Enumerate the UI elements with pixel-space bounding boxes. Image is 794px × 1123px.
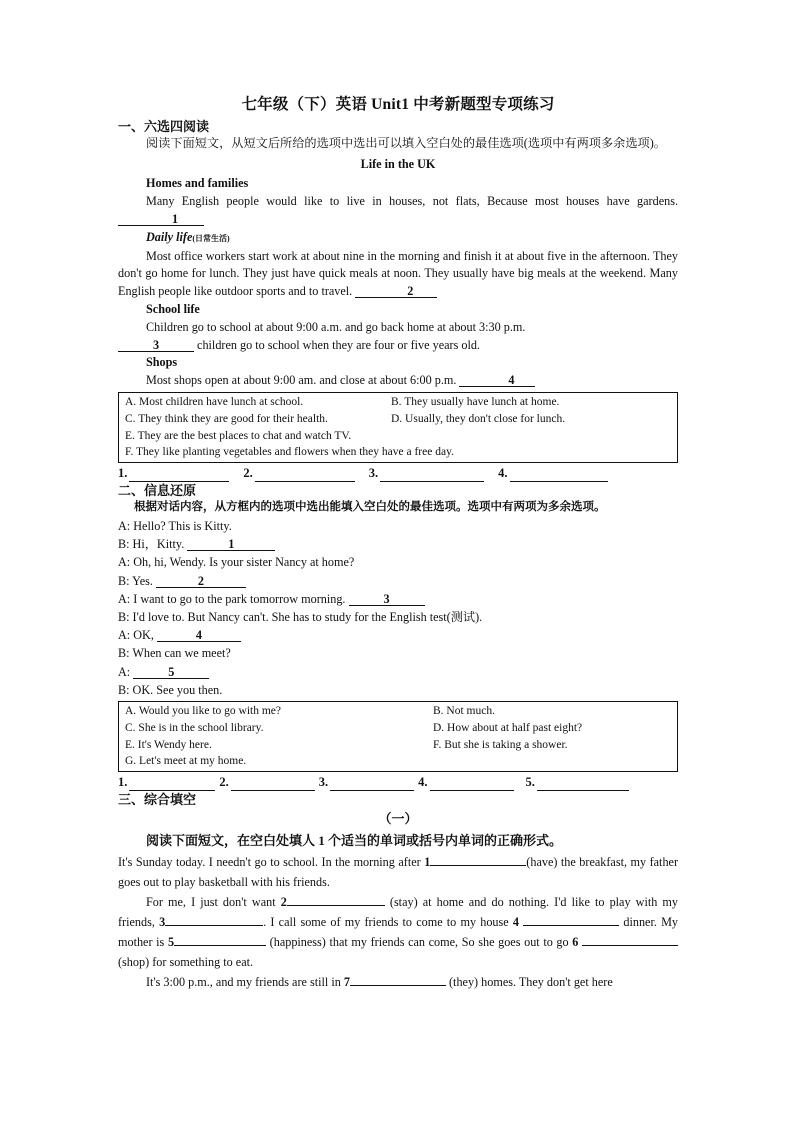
- options-box-1: [118, 392, 678, 463]
- fill-blank-2[interactable]: [287, 893, 385, 906]
- blank-number: 1: [424, 854, 431, 869]
- options-row: [125, 703, 671, 720]
- option-c: C. They think they are good for their health.: [125, 412, 328, 425]
- fill-blank-6[interactable]: [582, 933, 678, 946]
- options-row: [125, 753, 671, 770]
- dialogue-line: [118, 663, 678, 681]
- blank-number: 6: [572, 934, 579, 949]
- answer-label: 1.: [118, 466, 128, 481]
- heading-daily-life-note: (日常生活): [192, 233, 230, 243]
- section2-instruction: 根据对话内容，从方框内的选项中选出能填入空白处的最佳选项。选项中有两项为多余选项。: [134, 501, 606, 514]
- heading-daily-life-text: Daily life: [146, 229, 193, 244]
- dialogue-text: A:: [118, 664, 131, 679]
- option-d: D. Usually, they don't close for lunch.: [391, 412, 566, 425]
- option-f: F. But she is taking a shower.: [433, 738, 568, 751]
- dialogue-text: A: I want to go to the park tomorrow morning.: [118, 591, 346, 606]
- answer-slot: [243, 465, 354, 482]
- page-title: 七年级（下）英语 Unit1 中考新题型专项练习: [241, 96, 555, 113]
- passage-title: Life in the UK: [360, 156, 436, 171]
- blank-number: 5: [167, 934, 175, 949]
- blank-number: 4: [512, 914, 519, 929]
- answer-blank[interactable]: [430, 778, 514, 791]
- blank-number: 3: [159, 914, 166, 929]
- answer-blank[interactable]: [255, 469, 355, 482]
- passage-text: (happiness) that my friends can come, So she goes out to go: [266, 934, 573, 949]
- dialogue-line: [118, 535, 678, 553]
- fill-blank-4[interactable]: [523, 913, 619, 926]
- paragraph-daily-life: [118, 248, 678, 301]
- blank-number: 7: [343, 974, 350, 989]
- answer-line-1: [118, 465, 678, 482]
- paragraph-shops-text: Most shops open at about 9:00 am. and close at about 6:00 p.m.: [146, 373, 457, 388]
- fill-blank-7[interactable]: [350, 973, 446, 986]
- paragraph-school-life-b-text: children go to school when they are four or five years old.: [197, 337, 480, 352]
- passage-text: (shop) for something to eat.: [118, 954, 254, 969]
- section3-instruction: 阅读下面短文，在空白处填人 1 个适当的单词或括号内单词的正确形式。: [146, 832, 563, 848]
- fill-blank-1[interactable]: [430, 853, 526, 866]
- answer-slot: [118, 465, 229, 482]
- dialogue-blank-3[interactable]: 3: [349, 593, 425, 606]
- passage-text: . I call some of my friends to come to my house: [263, 914, 513, 929]
- passage-text: It's 3:00 p.m., and my friends are still in: [146, 974, 344, 989]
- worksheet-page: [118, 96, 678, 992]
- answer-label: 5.: [525, 775, 535, 790]
- option-a: A. Most children have lunch at school.: [125, 395, 304, 408]
- answer-slot: [219, 774, 314, 791]
- answer-blank[interactable]: [380, 469, 484, 482]
- dialogue-blank-5[interactable]: 5: [133, 666, 209, 679]
- passage-paragraph: [118, 852, 678, 892]
- blank-4[interactable]: 4: [459, 374, 535, 387]
- paragraph-homes: [118, 193, 678, 229]
- dialogue-text: B: Hi，Kitty.: [118, 537, 185, 552]
- section3-subheading: （一）: [378, 811, 418, 827]
- option-b: B. They usually have lunch at home.: [391, 395, 560, 408]
- answer-label: 4.: [418, 775, 428, 790]
- section1-instruction: 阅读下面短文，从短文后所给的选项中选出可以填入空白处的最佳选项(选项中有两项多余选项)。: [146, 135, 666, 150]
- option-f: F. They like planting vegetables and flowers when they have a free day.: [125, 446, 454, 459]
- dialogue-line: A: Oh, hi, Wendy. Is your sister Nancy at home?: [118, 555, 355, 570]
- dialogue-blank-2[interactable]: 2: [156, 575, 246, 588]
- answer-label: 3.: [318, 775, 329, 790]
- blank-number: 2: [280, 894, 287, 909]
- section1-heading: 一、六选四阅读: [118, 118, 210, 134]
- answer-label: 2.: [243, 466, 253, 481]
- section3-heading: 三、综合填空: [118, 792, 197, 808]
- answer-label: 3.: [368, 466, 379, 481]
- answer-blank[interactable]: [330, 778, 414, 791]
- answer-slot: [498, 465, 607, 482]
- option-g: G. Let's meet at my home.: [125, 755, 247, 768]
- answer-blank[interactable]: [129, 778, 215, 791]
- dialogue-text: B: Yes.: [118, 573, 153, 588]
- option-e: E. They are the best places to chat and watch TV.: [125, 429, 352, 442]
- dialogue-text: A: OK,: [118, 628, 154, 643]
- heading-school-life: School life: [146, 301, 200, 316]
- dialogue-line: A: Hello? This is Kitty.: [118, 518, 232, 533]
- passage-paragraph: [118, 892, 678, 972]
- fill-blank-5[interactable]: [174, 933, 266, 946]
- options-row: [125, 737, 671, 754]
- dialogue-line: B: OK. See you then.: [118, 682, 223, 697]
- heading-daily-life: [118, 229, 678, 248]
- passage-text: dinner. My mother is: [118, 914, 678, 949]
- answer-line-2: [118, 774, 678, 791]
- paragraph-shops: [118, 372, 678, 390]
- passage-text: (stay) at home and do nothing. I'd like to play with my friends,: [118, 894, 678, 929]
- paragraph-homes-text: Many English people would like to live in houses, not flats, Because most houses have gardens.: [146, 194, 678, 209]
- options-row: [125, 394, 671, 411]
- passage-text: It's Sunday today. I needn't go to school. In the morning after: [118, 854, 425, 869]
- dialogue-blank-1[interactable]: 1: [187, 538, 275, 551]
- answer-blank[interactable]: [537, 778, 629, 791]
- options-box-2: [118, 701, 678, 772]
- paragraph-school-life-b: [118, 337, 678, 355]
- dialogue-line: B: When can we meet?: [118, 646, 231, 661]
- dialogue-line: [118, 590, 678, 608]
- answer-slot: [418, 774, 513, 791]
- answer-slot: [526, 774, 629, 791]
- options-row: [125, 428, 671, 445]
- dialogue: [118, 517, 678, 699]
- dialogue-line: B: I'd love to. But Nancy can't. She has to study for the English test(测试).: [118, 609, 483, 624]
- answer-slot: [319, 774, 414, 791]
- answer-label: 2.: [219, 775, 229, 790]
- section2-heading: 二、信息还原: [118, 483, 197, 499]
- blank-2[interactable]: 2: [355, 285, 437, 298]
- answer-blank[interactable]: [510, 469, 608, 482]
- answer-label: 1.: [118, 775, 128, 790]
- passage-text: For me, I just don't want: [146, 894, 281, 909]
- blank-3[interactable]: 3: [118, 339, 194, 352]
- paragraph-school-life-a: Children go to school at about 9:00 a.m. and go back home at about 3:30 p.m.: [146, 319, 526, 334]
- option-c: C. She is in the school library.: [125, 721, 264, 734]
- passage-text: (they) homes. They don't get here: [445, 974, 613, 989]
- blank-1[interactable]: 1: [118, 213, 204, 226]
- answer-label: 4.: [498, 466, 508, 481]
- option-d: D. How about at half past eight?: [433, 721, 583, 734]
- answer-blank[interactable]: [129, 469, 229, 482]
- fill-blank-3[interactable]: [165, 913, 263, 926]
- dialogue-line: [118, 626, 678, 644]
- heading-shops: Shops: [146, 355, 178, 370]
- passage-paragraph: [118, 972, 678, 992]
- paragraph-daily-life-text: Most office workers start work at about nine in the morning and finish it at about five in the afternoon. They don't go home for lunch. They just have quick meals at noon. They usually have big meals at the weekend. Many English people like outdoor sports and to travel.: [118, 248, 678, 299]
- option-b: B. Not much.: [433, 704, 495, 717]
- options-row: [125, 411, 671, 428]
- answer-blank[interactable]: [231, 778, 315, 791]
- answer-slot: [369, 465, 484, 482]
- option-e: E. It's Wendy here.: [125, 738, 212, 751]
- dialogue-blank-4[interactable]: 4: [157, 629, 241, 642]
- heading-homes: Homes and families: [146, 176, 249, 191]
- passage-text: (have) the breakfast, my father goes out to play basketball with his friends.: [118, 854, 678, 889]
- option-a: A. Would you like to go with me?: [125, 704, 282, 717]
- dialogue-line: [118, 572, 678, 590]
- section3-passage: [118, 852, 678, 992]
- answer-slot: [118, 774, 215, 791]
- options-row: [125, 720, 671, 737]
- options-row: [125, 444, 671, 461]
